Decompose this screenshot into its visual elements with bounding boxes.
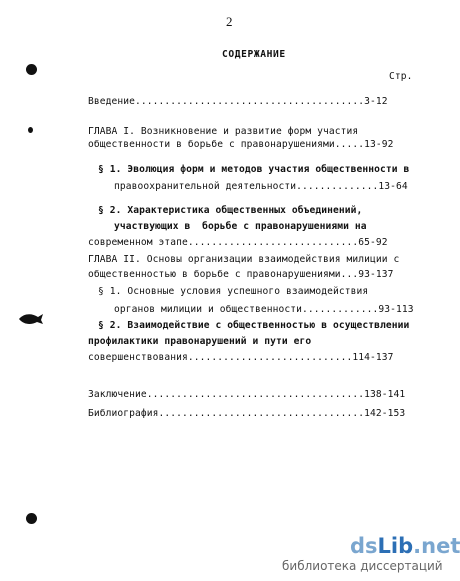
binding-mark-small: [28, 127, 33, 133]
toc-ch2-section-1-line1: § 1. Основные условия успешного взаимодействия: [98, 286, 369, 297]
binding-clip-mark: [18, 312, 44, 326]
toc-ch1-section-1-line1: § 1. Эволюция форм и методов участия общественности в: [98, 164, 410, 175]
toc-entry-conclusion: Заключение.....................................138-141: [88, 389, 406, 400]
toc-ch1-section-2-line3: современном этапе.............................65-92: [88, 237, 388, 248]
toc-ch1-section-1-line2: правоохранительной деятельности..............13-64: [114, 181, 408, 192]
toc-chapter-1-line2: общественности в борьбе с правонарушениями.....13-92: [88, 139, 394, 150]
toc-entry-bibliography: Библиография...................................142-153: [88, 408, 406, 419]
toc-title: СОДЕРЖАНИЕ: [222, 49, 286, 60]
dslib-subtitle: библиотека диссертаций: [282, 559, 443, 573]
toc-ch1-section-2-line1: § 2. Характеристика общественных объединений,: [98, 205, 363, 216]
binding-hole-bottom: [26, 513, 37, 524]
toc-ch2-section-2-line3: совершенствования............................114-137: [88, 352, 394, 363]
dslib-logo: dsLib.net: [350, 534, 460, 558]
toc-ch2-section-2-line1: § 2. Взаимодействие с общественностью в осуществлении: [98, 320, 410, 331]
toc-ch2-section-1-line2: органов милиции и общественности.............93-113: [114, 304, 414, 315]
binding-hole-top: [26, 64, 37, 75]
dslib-watermark: [258, 533, 460, 577]
toc-chapter-1-line1: ГЛАВА I. Возникновение и развитие форм участия: [88, 126, 359, 137]
page-column-header: Стр.: [389, 71, 413, 82]
toc-ch1-section-2-line2: участвующих в борьбе с правонарушениями на: [114, 221, 367, 232]
toc-entry-intro: Введение.......................................3-12: [88, 96, 388, 107]
toc-chapter-2-line2: общественностью в борьбе с правонарушениями...93-137: [88, 269, 394, 280]
toc-ch2-section-2-line2: профилактики правонарушений и пути его: [88, 336, 312, 347]
toc-chapter-2-line1: ГЛАВА II. Основы организации взаимодействия милиции с: [88, 254, 400, 265]
page-number: 2: [226, 14, 233, 29]
